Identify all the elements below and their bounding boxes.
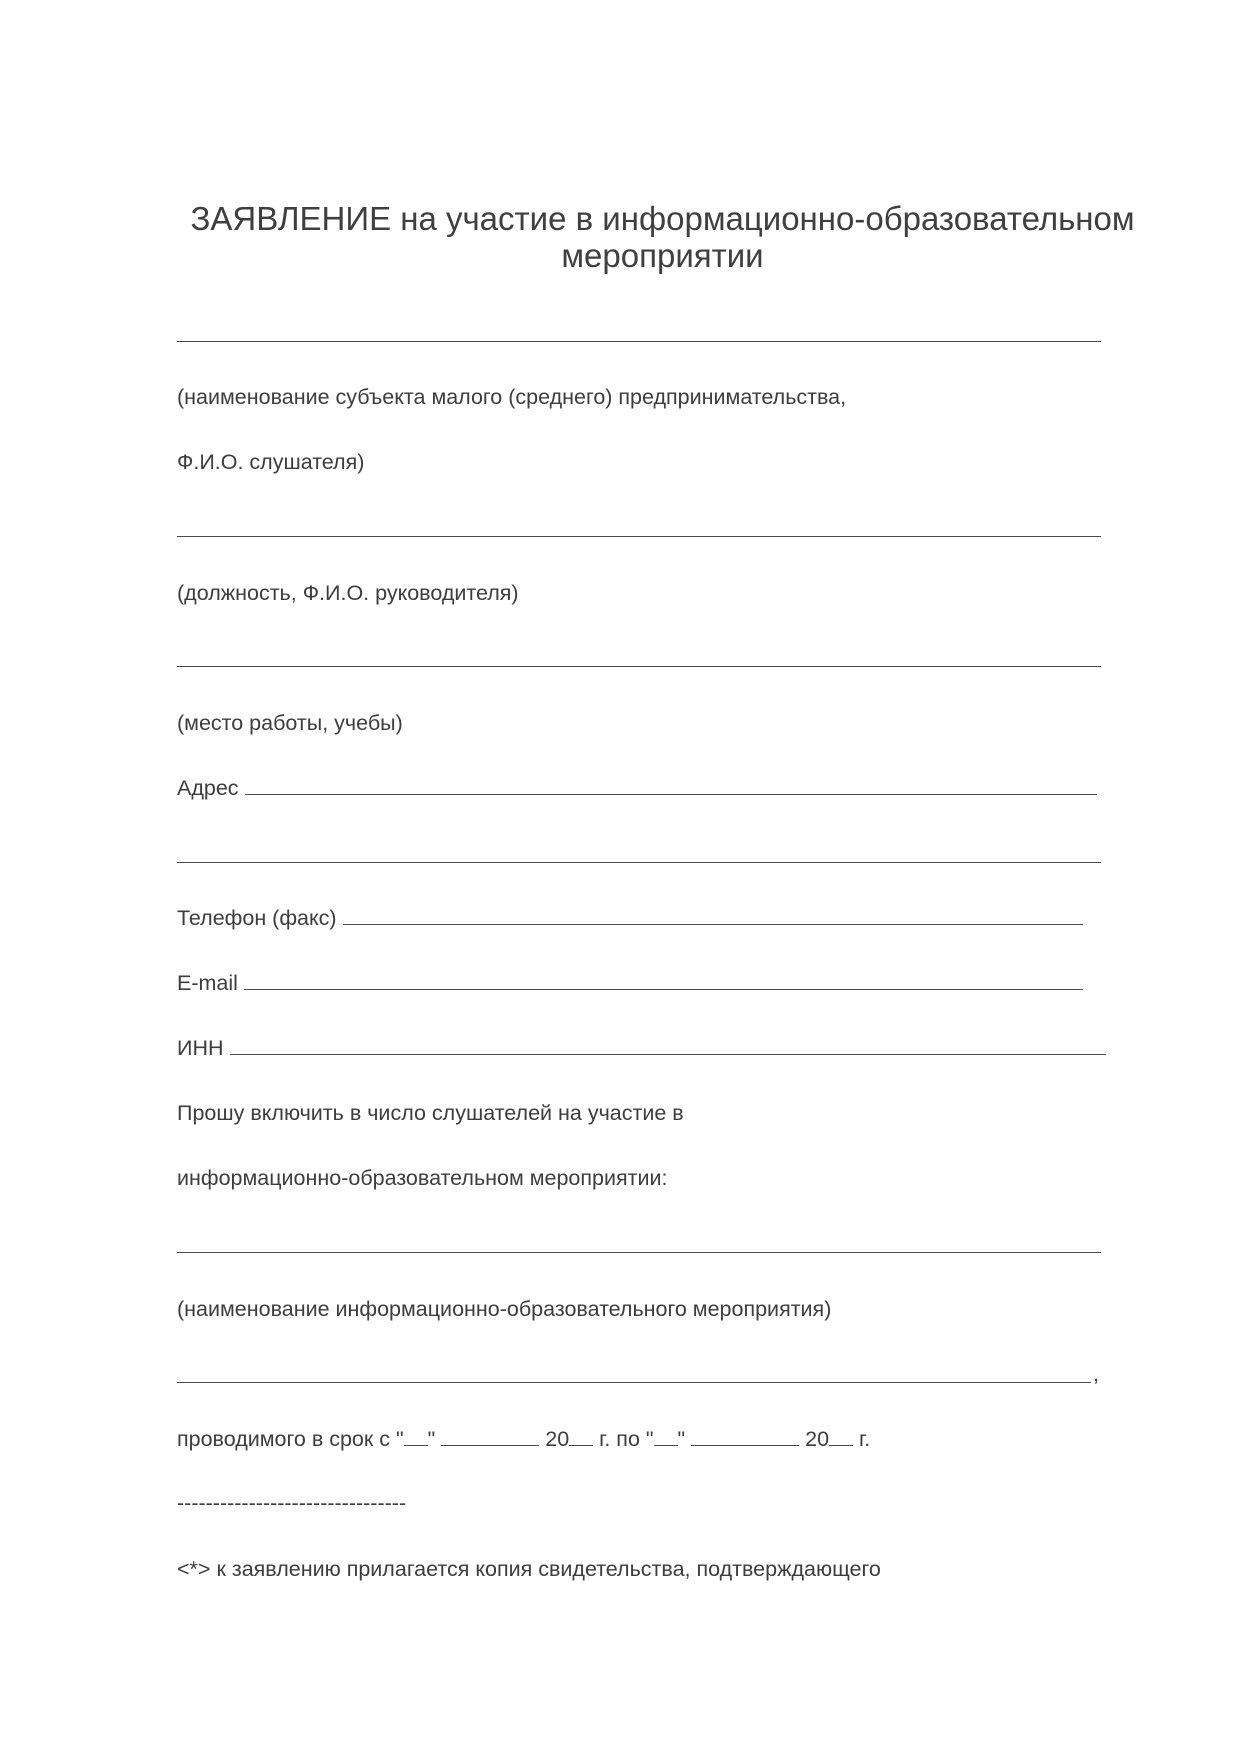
email-label: E-mail	[177, 971, 238, 995]
period-text-3: 20	[545, 1427, 570, 1451]
workplace-blank[interactable]	[177, 666, 1101, 667]
period-text-5: "	[677, 1427, 686, 1451]
address-blank[interactable]	[245, 794, 1097, 795]
inn-row	[177, 1035, 1106, 1061]
end-year-blank[interactable]	[829, 1445, 853, 1446]
entity-name-blank[interactable]	[177, 341, 1101, 342]
inn-blank[interactable]	[230, 1054, 1106, 1055]
footnote-separator: --------------------------------	[177, 1491, 407, 1515]
phone-row	[177, 905, 1083, 931]
period-text-1: проводимого в срок с "	[177, 1427, 404, 1451]
email-row	[177, 970, 1083, 996]
caption-event: (наименование информационно-образовательного мероприятия)	[177, 1297, 832, 1321]
period-text-4: г. по "	[599, 1427, 654, 1451]
end-month-blank[interactable]	[691, 1445, 799, 1446]
period-text-6: 20	[805, 1427, 830, 1451]
event-name-blank-2[interactable]	[177, 1382, 1091, 1383]
caption-listener: Ф.И.О. слушателя)	[177, 450, 365, 474]
event-name-blank[interactable]	[177, 1252, 1101, 1253]
period-text-7: г.	[859, 1427, 871, 1451]
footnote-text: <*> к заявлению прилагается копия свидетельства, подтверждающего	[177, 1557, 881, 1581]
period-text-2: "	[427, 1427, 436, 1451]
period-row	[177, 1426, 870, 1452]
address-label: Адрес	[177, 776, 239, 800]
caption-entity: (наименование субъекта малого (среднего) предпринимательства,	[177, 385, 847, 409]
event-comma: ,	[1093, 1362, 1099, 1386]
request-line-2: информационно-образовательном мероприятии:	[177, 1166, 668, 1190]
caption-workplace: (место работы, учебы)	[177, 711, 403, 735]
document-title-line-1: ЗАЯВЛЕНИЕ на участие в информационно-образовательном	[190, 200, 1135, 237]
caption-manager: (должность, Ф.И.О. руководителя)	[177, 581, 519, 605]
address-blank-line-2[interactable]	[177, 862, 1101, 863]
request-line-1: Прошу включить в число слушателей на участие в	[177, 1101, 684, 1125]
phone-label: Телефон (факс)	[177, 906, 337, 930]
end-day-blank[interactable]	[654, 1445, 678, 1446]
start-day-blank[interactable]	[404, 1445, 428, 1446]
address-row	[177, 775, 1097, 801]
start-year-blank[interactable]	[569, 1445, 593, 1446]
document-title-line-2: мероприятии	[561, 237, 764, 274]
email-blank[interactable]	[244, 989, 1083, 990]
inn-label: ИНН	[177, 1036, 224, 1060]
start-month-blank[interactable]	[441, 1445, 539, 1446]
phone-blank[interactable]	[343, 924, 1083, 925]
manager-blank[interactable]	[177, 536, 1101, 537]
